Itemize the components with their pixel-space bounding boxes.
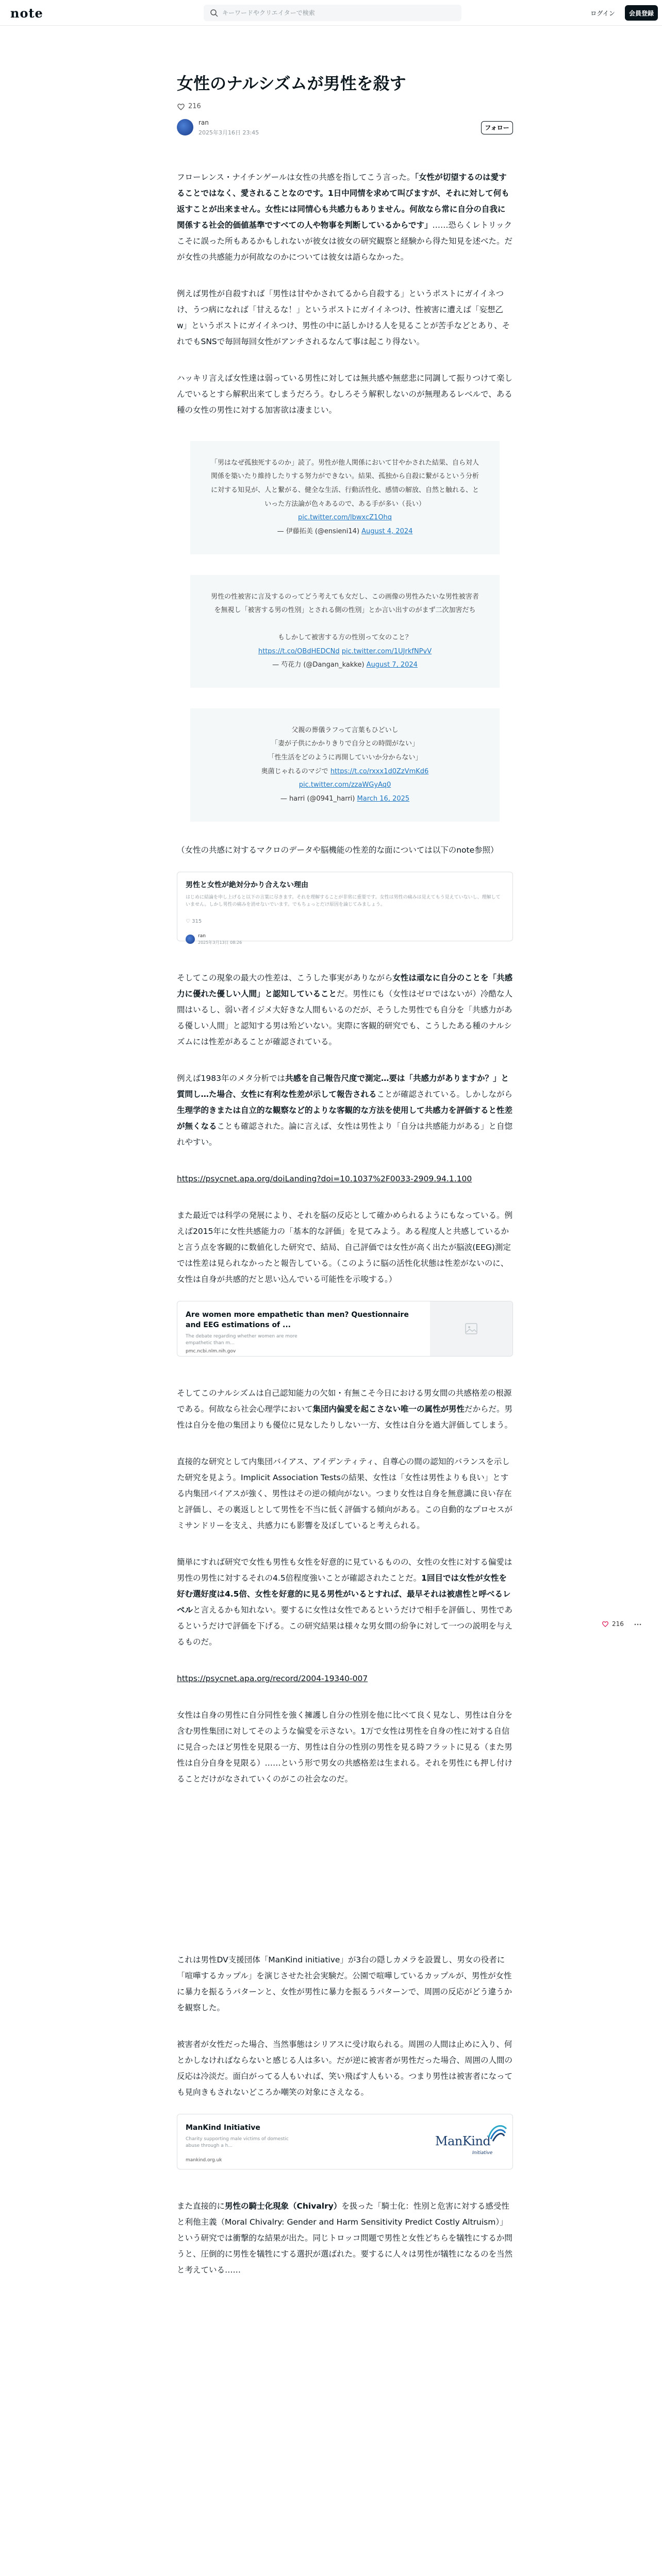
like-count: 216 bbox=[188, 103, 201, 111]
author-row bbox=[177, 118, 513, 139]
mk-domain: mankind.org.uk bbox=[186, 2157, 222, 2163]
tweet-text: 「妻が子供にかかりきりで自分との時間がない」 bbox=[271, 740, 419, 748]
author-name[interactable]: ran bbox=[198, 118, 209, 126]
search-box[interactable] bbox=[204, 5, 461, 21]
article bbox=[177, 72, 513, 2278]
external-link-card[interactable] bbox=[177, 2114, 513, 2170]
floating-like-count: 216 bbox=[612, 1620, 624, 1628]
embedded-tweet bbox=[190, 575, 500, 688]
paragraph: また直接的に男性の騎士化現象（Chivalry）を扱った「騎士化：性別と危害に対する感受性と利他主義（Moral Chivalry: Gender and Harm Sensitivity Predict Costly Altruism）」という研究では衝撃的な結果が出た。同じトロッコ問題で男性と女性どちらを犠牲にするか問うと、圧倒的に男性を犠牲にする選択が選ばれた。要するに人々は男性が犠牲になるのを当然と考えている…… bbox=[177, 2201, 513, 2275]
paragraph: 女性は自身の男性に自分同性を強く擁護し自分の性別を他に比べて良く見なし、男性は自分を含む男性集団に対してそのような偏愛を示さない。1万で女性は男性を自身の性に対する自信に見合ったほど男性を見限る一方、男性は自分の性別の男性を見る時フラットに見る（また男性は自分自身を見限る）……という形で男女の共感格差は生まれる。それを男性にも押し付けることだけがなされていくのがこの社会なのだ。 bbox=[177, 1710, 513, 1784]
embed-author-name: ran bbox=[198, 933, 206, 939]
tweet-link[interactable]: pic.twitter.com/1UJrkfNPvV bbox=[341, 647, 432, 655]
mankind-logo-sub: Initiative bbox=[472, 2150, 493, 2156]
paragraph: 簡単にすれば研究で女性も男性も女性を好意的に見ているものの、女性の女性に対する偏愛は男性の男性に対するそれの4.5倍程度強いことが確認されたことだ。1回目では女性が女性を好む選好度は4.5倍、女性を好意的に見る男性がいるとすれば、最早それは被虐性と呼べるレベルと言えるかも知れない。要するに女性は女性であるというだけで相手を評価し、男性であるというだけで評価を下げる。この研究結果は様々な男女間の紛争に対して一つの説明を与えるものだ。 bbox=[177, 1557, 513, 1647]
login-button[interactable]: ログイン bbox=[587, 6, 619, 20]
floating-like-button[interactable] bbox=[602, 1620, 624, 1628]
author-avatar[interactable] bbox=[177, 119, 193, 135]
embed-avatar bbox=[186, 935, 195, 944]
mankind-logo-word: ManKind bbox=[435, 2133, 491, 2148]
video-embed-space bbox=[177, 1787, 513, 1931]
tweet-text: 「性生活をどのように再開していいか分からない」 bbox=[268, 754, 422, 762]
mankind-logo bbox=[430, 2114, 512, 2169]
tweet-link[interactable]: https://t.co/rxxx1d0ZzVmKd6 bbox=[330, 767, 429, 775]
paragraph: ハッキリ言えば女性達は弱っている男性に対しては無共感や無慈悲に同調して振りつけて楽しんでいるとすら解釈出来てしまうだろう。むしろそう解釈しないのが無理あるレベルで、ある種の女性の男性に対する加害欲は凄まじい。 bbox=[177, 373, 513, 415]
tweet-link[interactable]: pic.twitter.com/zzaWGyAq0 bbox=[299, 781, 391, 789]
ext-domain: pmc.ncbi.nlm.nih.gov bbox=[186, 1348, 236, 1354]
tweet-link[interactable]: pic.twitter.com/lbwxcZ1Ohq bbox=[297, 514, 392, 522]
tweet-author: — 伊藤拓美 (@ensieni14) bbox=[277, 528, 360, 535]
tweet-text: 奥菌じゃれるのマジで bbox=[261, 767, 328, 775]
tweet-date[interactable]: March 16, 2025 bbox=[357, 795, 410, 803]
mk-title[interactable]: ManKind Initiative bbox=[186, 2123, 260, 2132]
paragraph: 直接的な研究として内集団バイアス、アイデンティティ、自尊心の間の認知的バランスを示した研究を見よう。Implicit Association Testsの結果、女性は「女性は男性よりも良い」とする内集団バイアスが強く、男性はその逆の傾向がない。つまり女性は自身を無意識に良い存在と評価し、その裏返しとして男性を不当に低く評価する傾向がある。この自動的なプロセスがミサンドリーを支え、共感力にも影響を及ぼしていると考えられる。 bbox=[177, 1456, 513, 1530]
external-link-card[interactable] bbox=[177, 1301, 513, 1357]
tweet-text: 父親の葬儀ラフって言葉もひどいし bbox=[291, 726, 399, 734]
embed-excerpt: はじめに結論を申し上げると以下の言葉に尽きます。それを理解することが非常に重要です。女性は男性の痛みは見えてもう見えていないし、理解していません。しかし男性の痛みを消せないでいます。でもちょっとだけ原因を論じてみましょう。 bbox=[186, 894, 501, 908]
paragraph: フローレンス・ナイチンゲールは女性の共感を指してこう言った。「女性が切望するのは愛することではなく、愛されることなのです。1日中同情を求めて叫びますが、それに対して何も返すことが出来ません。女性には同情心も共感力もありません。何故なら常に自分の自我に関係する社会的価値基準ですべての人や物事を判断しているからです」……恐らくレトリックこそに誤った所もあるかもしれないが彼女は彼女の研究観察と経験から得た知見を述べた。だが女性の共感能力が何故なのかについては彼女は語らなかった。 bbox=[177, 172, 513, 262]
reference-link[interactable]: https://psycnet.apa.org/doiLanding?doi=10.1037%2F0033-2909.94.1.100 bbox=[177, 1174, 472, 1183]
paragraph: また最近では科学の発展により、それを脳の反応として確かめられるようにもなっている。例えば2015年に女性共感能力の「基本的な評価」を見てみよう。ある程度人と共感しているかと言う点を客観的に数値化した研究で、結局、自己評価では女性が高く出たが脳波(EEG)測定では性差は見られなかったと報告している。（このように脳の活性化状態は性差がないのに、女性は自身が共感的だと思い込んでいる可能性を示唆する。） bbox=[177, 1210, 513, 1284]
reference-link[interactable]: https://psycnet.apa.org/record/2004-19340-007 bbox=[177, 1673, 368, 1683]
paragraph: 被害者が女性だった場合、当然事態はシリアスに受け取られる。周囲の人間は止めに入り、何とかしなければならないと感じる人は多い。だが逆に被害者が男性だった場合、周囲の人間の反応は冷淡だ。面白がってる人もいれば、笑い飛ばす人もいる。つまり男性は被害者になっても見向きもされないどころか嘲笑の対象にさえなる。 bbox=[177, 2039, 513, 2097]
search-input[interactable] bbox=[222, 5, 454, 21]
tweet-text: 「男はなぜ孤独死するのか」読了。男性が他人関係において甘やかされた結果、自ら対人関係を築いたり維持したりする努力ができない。結果、孤独から自殺に繋がるという分析に対する知見が、人と繋がる、健全な生活、行動活性化、感情の解放、自然と触れる、といった方法論が色々あるので、ある手が多い（長い） bbox=[211, 459, 479, 508]
tweet-date[interactable]: August 7, 2024 bbox=[366, 661, 418, 669]
site-header bbox=[0, 0, 662, 26]
paragraph: （女性の共感に対するマクロのデータや脳機能の性差的な面については以下のnote参照） bbox=[177, 845, 499, 855]
paragraph: そしてこのナルシズムは自己認知能力の欠如・有無こそ今日における男女間の共感格差の根源である。何故なら社会心理学において集団内偏愛を起こさない唯一の属性が男性だからだ。男性は自分を他の集団よりも優位に見なしたりしない一方、女性は自分を過大評価してしまう。 bbox=[177, 1388, 513, 1430]
mk-description: Charity supporting male victims of domestic abuse through a h... bbox=[186, 2136, 289, 2149]
embedded-tweet bbox=[190, 708, 500, 822]
paragraph: 例えば1983年のメタ分析では共感を自己報告尺度で測定…要は「共感力がありますか？」と質問し…た場合、女性に有利な性差が示して報告されることが確認されている。しかしながら生理学的きまたは自立的な観察など的よりな客観的な方法を使用して共感力を評価すると性差が無くなることも確認された。論に言えば、女性は男性より「自分は共感能力がある」と自惚れやすい。 bbox=[177, 1073, 513, 1147]
ext-description: The debate regarding whether women are more empathetic than m... bbox=[186, 1333, 297, 1346]
tweet-author: — 芍花力 (@Dangan_kakke) bbox=[272, 661, 365, 669]
embed-date: 2025年3月13日 08:26 bbox=[198, 940, 242, 945]
mankind-swirl-icon bbox=[486, 2122, 508, 2144]
ext-thumbnail bbox=[430, 1301, 512, 1356]
tweet-text: 男性の性被害に言及するのってどう考えても女だし、この画像の男性みたいな男性被害者を無視し「被害する男の性別」とされる側の性別」とか言い出すのがまず二次加害だち bbox=[211, 592, 479, 615]
post-date: 2025年3月16日 23:45 bbox=[198, 129, 259, 136]
embed-likes: ♡ 315 bbox=[186, 918, 202, 924]
image-placeholder-icon bbox=[465, 1323, 477, 1334]
like-counter[interactable] bbox=[177, 103, 513, 111]
heart-icon[interactable] bbox=[602, 1620, 609, 1628]
tweet-link[interactable]: https://t.co/OBdHEDCNd bbox=[258, 647, 340, 655]
paragraph: そしてこの現象の最大の性差は、こうした事実がありながら女性は頑なに自分のことを「共感力に優れた優しい人間」と認知していることだ。男性にも（女性はゼロではないが）冷酷な人間はいるし、弱い者イジメ大好きな人間もいるのだが、そうした男性でも自分を「共感力がある優しい人間」と認知する男は殆どいない。実際に客観的研究でも、こうしたある種のナルシズムには性差があることが確認されている。 bbox=[177, 973, 513, 1046]
note-embed-card[interactable] bbox=[177, 872, 513, 945]
article-title: 女性のナルシズムが男性を殺す bbox=[177, 74, 406, 93]
paragraph: これは男性DV支援団体「ManKind initiative」が3台の隠しカメラを設置し、男女の役者に「喧嘩するカップル」を演じさせた社会実験だ。公園で喧嘩しているカップルが、男性が女性に暴力を振るうパターンと、女性が男性に暴力を振るうパターンで、周囲の反応がどう違うかを観察した。 bbox=[177, 1955, 512, 2012]
tweet-date[interactable]: August 4, 2024 bbox=[361, 528, 413, 535]
signup-button[interactable]: 会員登録 bbox=[625, 5, 658, 21]
embed-title[interactable]: 男性と女性が絶対分かり合えない理由 bbox=[186, 880, 308, 889]
ext-title[interactable]: Are women more empathetic than men? Questionnaire and EEG estimations of ... bbox=[186, 1310, 409, 1329]
heart-icon[interactable] bbox=[177, 103, 185, 111]
follow-button[interactable]: フォロー bbox=[481, 121, 513, 134]
search-icon bbox=[210, 9, 218, 17]
note-logo[interactable]: note bbox=[10, 6, 43, 21]
paragraph: 例えば男性が自殺すれば「男性は甘やかされてるから自殺する」というポストにガイイネつけ、うつ病になれば「甘えるな！」というポストにガイイネつけ、性被害に遭えば「妄想乙w」というポストにガイイネつけ、男性の中に話しかける人を見ることが苦手などとあり、それでもSNSで毎回毎回女性がアンチされるなんて事は起こり得ない。 bbox=[177, 289, 510, 346]
tweet-author: — harri (@0941_harri) bbox=[280, 795, 355, 803]
share-icon[interactable] bbox=[634, 1620, 642, 1629]
tweet-text: もしかして被害する方の性別って女のこと？ bbox=[277, 633, 412, 641]
embedded-tweet bbox=[190, 441, 500, 554]
